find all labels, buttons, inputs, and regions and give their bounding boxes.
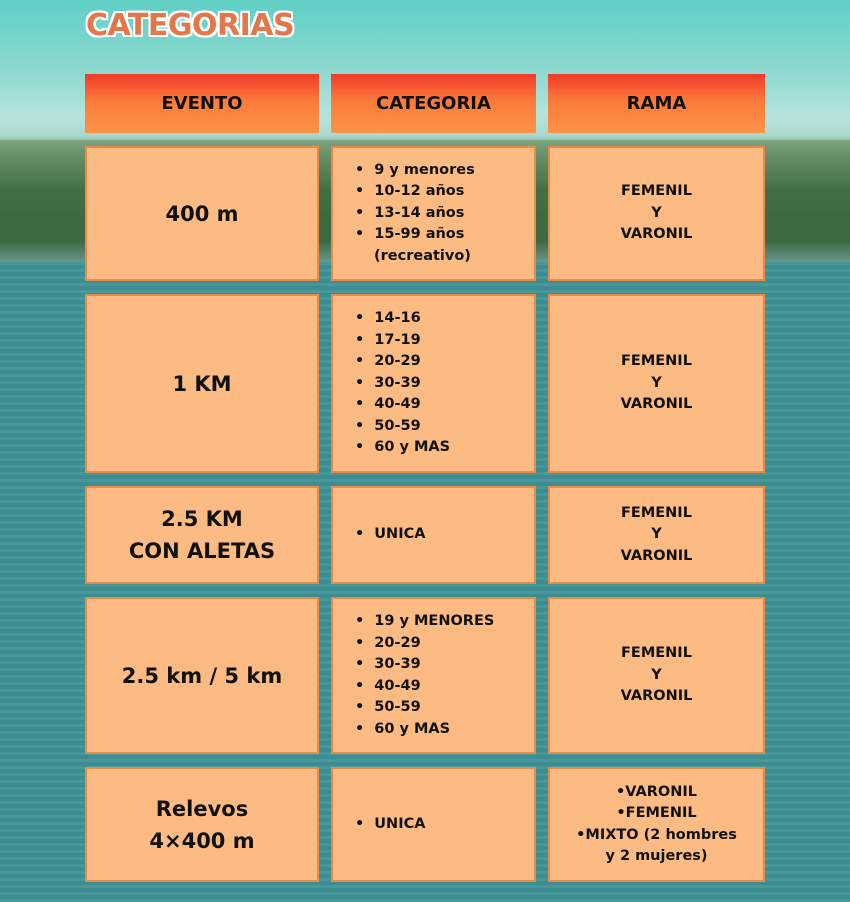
categoria-item: • 17-19 (355, 330, 450, 352)
categoria-item: • 15-99 años (355, 224, 475, 246)
categoria-item: • 30-39 (355, 654, 494, 676)
rama-cell (548, 597, 765, 754)
rama-label: Y (651, 374, 662, 391)
evento-label: 1 KM (172, 371, 232, 396)
categoria-item: • 20-29 (355, 351, 450, 373)
categoria-cell (331, 294, 536, 473)
rama-label: •VARONIL (616, 783, 697, 800)
evento-cell (85, 597, 319, 754)
rama-label: Y (651, 526, 662, 543)
categoria-cell (331, 486, 536, 584)
evento-label: Relevos (155, 796, 249, 821)
categoria-item: • 50-59 (355, 697, 494, 719)
categoria-cell (331, 767, 536, 882)
evento-label: 400 m (165, 201, 239, 226)
categoria-item: • 9 y menores (355, 160, 475, 182)
categoria-item: • 60 y MAS (355, 437, 450, 459)
categoria-item: • 40-49 (355, 676, 494, 698)
header-rama: RAMA (548, 74, 765, 133)
rama-label: VARONIL (620, 688, 693, 705)
evento-cell (85, 294, 319, 473)
categoria-item: • UNICA (355, 524, 425, 546)
rama-label: Y (651, 666, 662, 683)
header-categoria: CATEGORIA (331, 74, 536, 133)
rama-label: FEMENIL (621, 353, 692, 370)
categoria-item: • 60 y MAS (355, 719, 494, 741)
rama-label: FEMENIL (621, 504, 692, 521)
header-evento: EVENTO (85, 74, 319, 133)
rama-cell (548, 486, 765, 584)
evento-label: 2.5 km / 5 km (121, 663, 283, 688)
rama-label: •FEMENIL (616, 805, 697, 821)
rama-label: y 2 mujeres) (605, 848, 708, 864)
rama-label: VARONIL (620, 396, 693, 413)
categoria-item: • 20-29 (355, 633, 494, 655)
evento-cell (85, 767, 319, 882)
categoria-cell (331, 146, 536, 281)
evento-label: 2.5 KM (161, 507, 243, 531)
evento-cell (85, 486, 319, 584)
evento-cell (85, 146, 319, 281)
categoria-item: • 19 y MENORES (355, 611, 494, 633)
categoria-item: • UNICA (355, 814, 425, 836)
page-title: CATEGORIAS (86, 8, 295, 43)
rama-label: Y (651, 204, 662, 221)
rama-cell (548, 146, 765, 281)
categoria-cell (331, 597, 536, 754)
rama-cell (548, 767, 765, 882)
categoria-item: • 50-59 (355, 416, 450, 438)
categoria-item: • 13-14 años (355, 203, 475, 225)
categoria-item: • 40-49 (355, 394, 450, 416)
categoria-item: (recreativo) (374, 247, 471, 264)
evento-label: 4×400 m (149, 828, 255, 853)
evento-label: CON ALETAS (128, 539, 276, 563)
rama-cell (548, 294, 765, 473)
rama-label: FEMENIL (621, 645, 692, 662)
rama-label: VARONIL (620, 226, 693, 243)
categoria-item: • 14-16 (355, 308, 450, 330)
categoria-item: • 10-12 años (355, 181, 475, 203)
categoria-item: • 30-39 (355, 373, 450, 395)
rama-label: •MIXTO (2 hombres (576, 826, 737, 843)
rama-label: FEMENIL (621, 183, 692, 200)
rama-label: VARONIL (620, 547, 693, 564)
